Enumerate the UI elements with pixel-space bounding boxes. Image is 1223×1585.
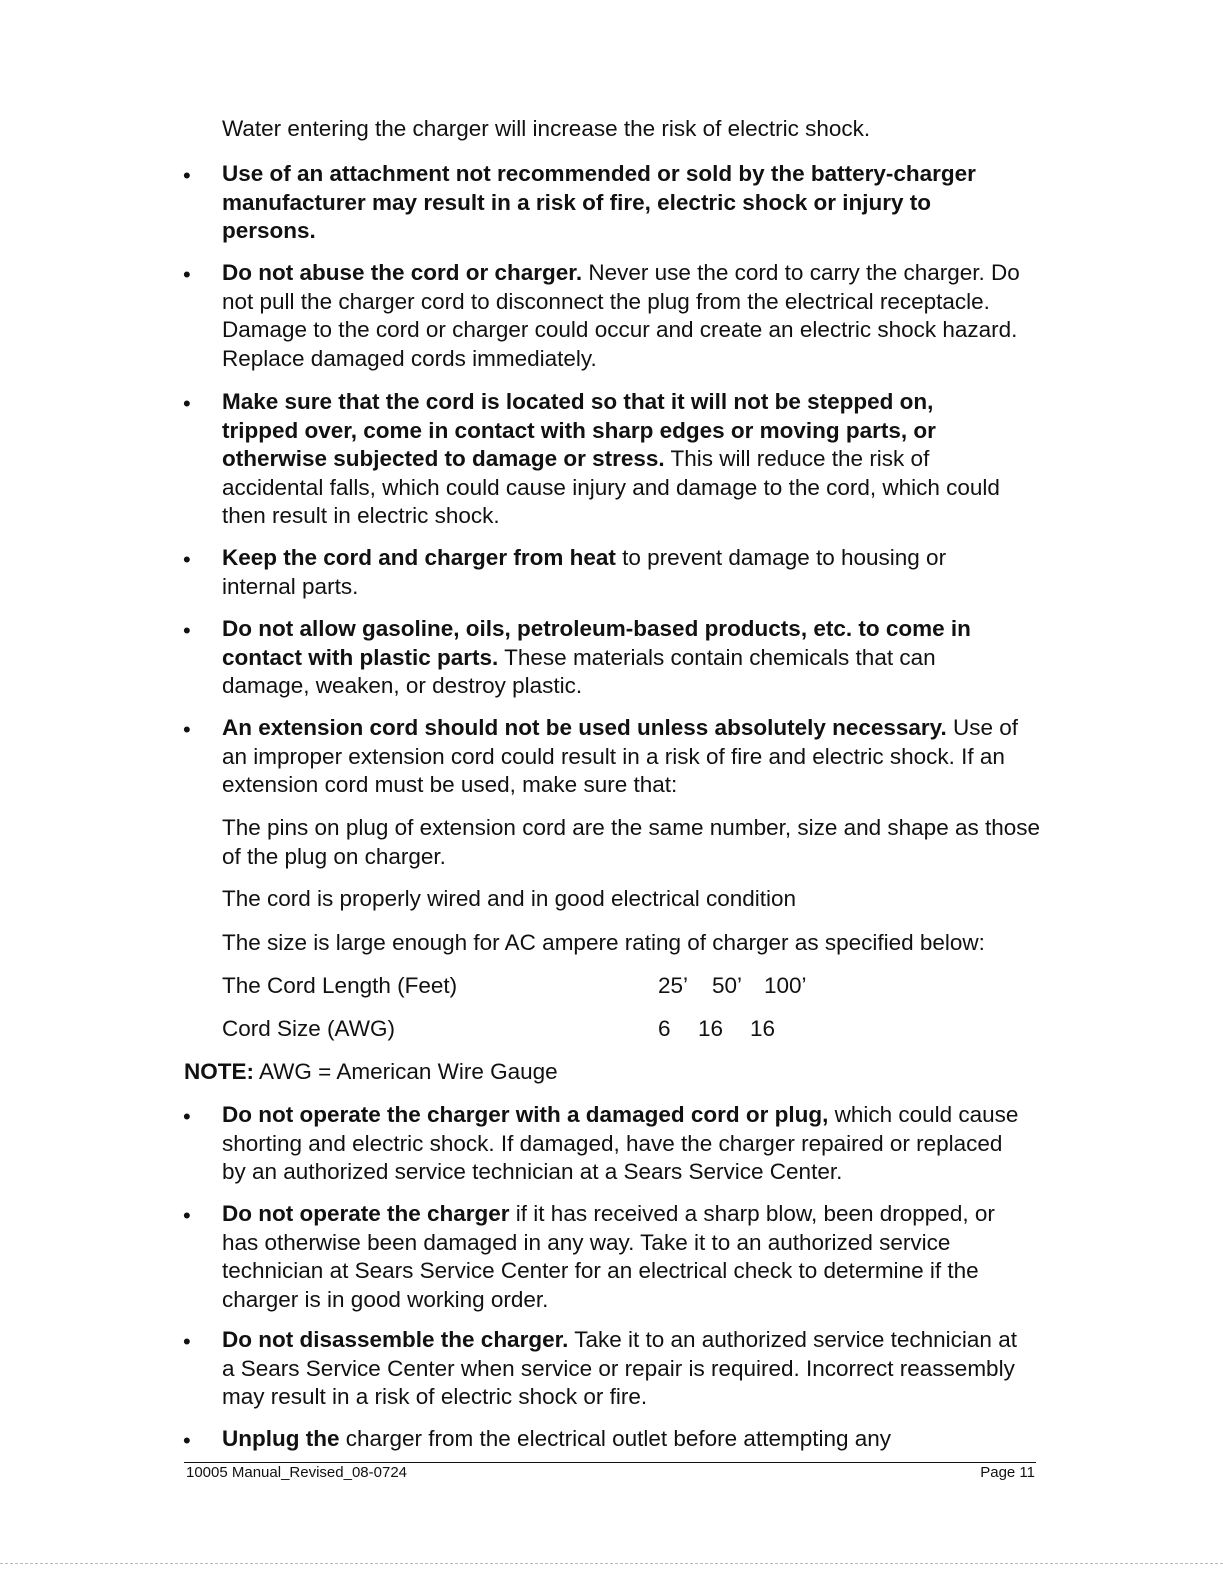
footer-rule — [184, 1462, 1036, 1463]
list-item — [222, 160, 1022, 246]
item-bold: Do not allow gasoline, oils, petroleum-based products, etc. to come in contact with plastic parts. — [222, 616, 971, 670]
footer-doc-id: 10005 Manual_Revised_08-0724 — [186, 1464, 408, 1481]
list-item — [222, 1101, 1032, 1187]
list-item — [222, 1200, 1032, 1314]
bullet: • — [183, 547, 191, 572]
bullet: • — [183, 1428, 191, 1453]
item-bold: Unplug the — [222, 1426, 340, 1451]
item-text: This will reduce the risk of accidental falls, which could cause injury and damage to the cord, which could then result in electric shock. — [222, 446, 1000, 528]
note — [184, 1058, 1004, 1087]
scan-edge-line — [0, 1563, 1223, 1564]
item-bold: Do not abuse the cord or charger. — [222, 260, 583, 285]
item-text: Take it to an authorized service technician at a Sears Service Center when service or repair is required. Incorrect reassembly may result in a risk of electric shock or fire. — [222, 1327, 1017, 1409]
intro-text: Water entering the charger will increase the risk of electric shock. — [222, 116, 871, 141]
table-cell: 50’ — [712, 973, 743, 998]
bullet: • — [183, 618, 191, 643]
item-text: Never use the cord to carry the charger. Do not pull the charger cord to disconnect the plug from the electrical receptacle. Damage to the cord or charger could occur and create an electric shock hazard. Replace damaged cords immediately. — [222, 260, 1020, 371]
item-bold: Do not operate the charger — [222, 1201, 510, 1226]
list-item — [222, 714, 1042, 800]
bullet: • — [183, 163, 191, 188]
list-item — [222, 259, 1042, 373]
condition-text: The size is large enough for AC ampere rating of charger as specified below: — [222, 930, 985, 955]
item-text: to prevent damage to housing or internal parts. — [222, 545, 947, 599]
row-label: The Cord Length (Feet) — [222, 973, 458, 998]
bullet: • — [183, 1104, 191, 1129]
table-cell: 25’ — [658, 973, 689, 998]
bullet: • — [183, 1329, 191, 1354]
bullet: • — [183, 1203, 191, 1228]
table-cell: 16 — [698, 1016, 724, 1041]
item-bold: Do not disassemble the charger. — [222, 1327, 569, 1352]
note-label: NOTE: — [184, 1059, 254, 1084]
list-item — [222, 615, 1012, 701]
item-bold: Keep the cord and charger from heat — [222, 545, 616, 570]
item-bold: Do not operate the charger with a damaged cord or plug, — [222, 1102, 829, 1127]
item-text: Use of an improper extension cord could result in a risk of fire and electric shock. If an extension cord must be used, make sure that: — [222, 715, 1019, 797]
bullet: • — [183, 717, 191, 742]
row-label: Cord Size (AWG) — [222, 1016, 395, 1041]
bullet: • — [183, 262, 191, 287]
condition-text: The pins on plug of extension cord are the same number, size and shape as those of the plug on charger. — [222, 815, 1041, 869]
item-bold: An extension cord should not be used unless absolutely necessary. — [222, 715, 947, 740]
item-bold: Make sure that the cord is located so that it will not be stepped on, tripped over, come in contact with sharp edges or moving parts, or otherwise subjected to damage or stress. — [222, 389, 936, 471]
item-bold: Use of an attachment not recommended or sold by the battery-charger manufacturer may result in a risk of fire, electric shock or injury to persons. — [222, 161, 976, 243]
table-cell: 100’ — [764, 973, 807, 998]
item-text: These materials contain chemicals that can damage, weaken, or destroy plastic. — [222, 644, 936, 698]
list-item — [222, 388, 1012, 531]
condition-text: The cord is properly wired and in good electrical condition — [222, 886, 797, 911]
item-text: charger from the electrical outlet before attempting any — [339, 1426, 892, 1451]
list-item — [222, 1425, 1042, 1454]
bullet: • — [183, 391, 191, 416]
list-item — [222, 1326, 1022, 1412]
table-cell: 6 — [658, 1016, 671, 1041]
item-text: which could cause shorting and electric shock. If damaged, have the charger repaired or replaced by an authorized service technician at a Sears Service Center. — [222, 1102, 1019, 1184]
list-item — [222, 544, 1012, 601]
note-text: AWG = American Wire Gauge — [254, 1059, 558, 1084]
item-text: if it has received a sharp blow, been dropped, or has otherwise been damaged in any way. Take it to an authorized service technician at Sears Service Center for an electrical check to determine if the charger is in good working order. — [222, 1201, 995, 1312]
table-cell: 16 — [750, 1016, 776, 1041]
footer-page-number: Page 11 — [980, 1464, 1035, 1481]
